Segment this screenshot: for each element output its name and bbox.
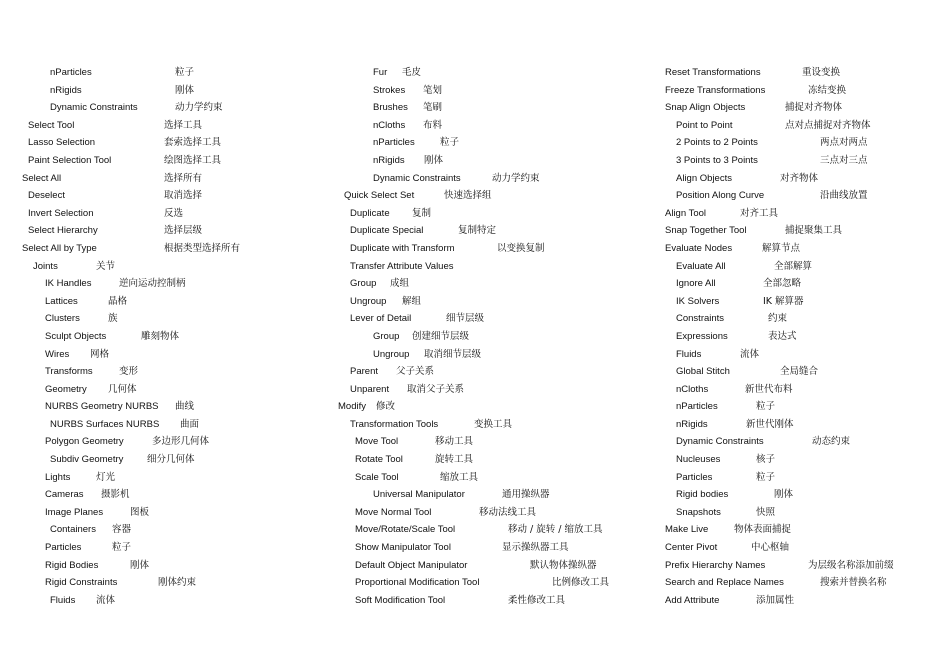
entry-chinese-term: 复制	[412, 207, 432, 219]
glossary-entry	[320, 592, 650, 610]
entry-english-term: Particles	[45, 542, 82, 554]
entry-english-term: nCloths	[676, 383, 709, 395]
entry-english-term: Scale Tool	[355, 471, 399, 483]
glossary-entry	[320, 99, 650, 117]
entry-english-term: Fluids	[50, 594, 76, 606]
entry-chinese-term: 成组	[390, 278, 410, 290]
glossary-entry	[650, 134, 950, 152]
entry-english-term: Ignore All	[676, 278, 716, 290]
glossary-entry	[320, 539, 650, 557]
entry-chinese-term: 灯光	[96, 471, 116, 483]
entry-english-term: Ungroup	[373, 348, 410, 360]
entry-english-term: Strokes	[373, 84, 406, 96]
entry-english-term: NURBS Surfaces NURBS	[50, 418, 160, 430]
entry-chinese-term: 关节	[96, 260, 116, 272]
glossary-entry	[650, 117, 950, 135]
entry-english-term: Show Manipulator Tool	[355, 542, 451, 554]
entry-english-term: Clusters	[45, 313, 80, 325]
entry-english-term: Evaluate All	[676, 260, 726, 272]
glossary-entry	[0, 117, 320, 135]
glossary-entry	[0, 469, 320, 487]
glossary-entry	[320, 82, 650, 100]
entry-chinese-term: 修改	[376, 401, 396, 413]
entry-chinese-term: 复制特定	[458, 225, 497, 237]
entry-english-term: 3 Points to 3 Points	[676, 154, 758, 166]
entry-english-term: Rigid Constraints	[45, 577, 118, 589]
entry-english-term: Paint Selection Tool	[28, 154, 112, 166]
entry-chinese-term: 全局缝合	[780, 366, 819, 378]
glossary-entry	[0, 592, 320, 610]
entry-chinese-term: 选择所有	[164, 172, 203, 184]
entry-english-term: Dynamic Constraints	[50, 102, 138, 114]
entry-chinese-term: 绘图选择工具	[164, 154, 222, 166]
entry-english-term: Brushes	[373, 102, 408, 114]
entry-chinese-term: IK 解算器	[763, 295, 804, 307]
glossary-entry	[320, 205, 650, 223]
entry-english-term: nRigids	[676, 418, 708, 430]
entry-chinese-term: 晶格	[108, 295, 128, 307]
entry-chinese-term: 通用操纵器	[502, 489, 550, 501]
entry-chinese-term: 容器	[112, 524, 132, 536]
entry-chinese-term: 沿曲线放置	[820, 190, 868, 202]
entry-chinese-term: 解组	[402, 295, 422, 307]
glossary-entry	[650, 258, 950, 276]
entry-chinese-term: 反选	[164, 207, 184, 219]
glossary-entry	[320, 486, 650, 504]
entry-english-term: Prefix Hierarchy Names	[665, 559, 766, 571]
entry-chinese-term: 刚体	[130, 559, 150, 571]
entry-english-term: Lights	[45, 471, 71, 483]
menu-glossary-column-3	[650, 64, 950, 609]
glossary-entry	[650, 398, 950, 416]
glossary-entry	[650, 152, 950, 170]
glossary-entry	[0, 486, 320, 504]
entry-chinese-term: 多边形几何体	[152, 436, 210, 448]
entry-english-term: Point to Point	[676, 119, 733, 131]
entry-chinese-term: 添加属性	[756, 594, 795, 606]
entry-english-term: Freeze Transformations	[665, 84, 766, 96]
glossary-entry	[320, 258, 650, 276]
glossary-entry	[320, 240, 650, 258]
entry-english-term: Snap Together Tool	[665, 225, 747, 237]
glossary-entry	[650, 557, 950, 575]
entry-english-term: Select All by Type	[22, 242, 97, 254]
entry-chinese-term: 根据类型选择所有	[164, 242, 241, 254]
entry-chinese-term: 毛皮	[402, 67, 422, 78]
entry-english-term: Position Along Curve	[676, 190, 765, 202]
entry-chinese-term: 旋转工具	[435, 454, 474, 466]
glossary-entry	[0, 381, 320, 399]
entry-english-term: Geometry	[45, 383, 87, 395]
glossary-entry	[0, 205, 320, 223]
glossary-entry	[320, 416, 650, 434]
glossary-entry	[320, 117, 650, 135]
entry-chinese-term: 中心枢轴	[751, 542, 790, 554]
glossary-entry	[650, 64, 950, 82]
glossary-entry	[650, 82, 950, 100]
glossary-entry	[320, 381, 650, 399]
entry-english-term: Image Planes	[45, 506, 104, 518]
entry-chinese-term: 约束	[768, 313, 788, 325]
entry-chinese-term: 动态约束	[812, 436, 851, 448]
glossary-entry	[650, 416, 950, 434]
entry-chinese-term: 粒子	[756, 401, 776, 413]
entry-chinese-term: 重设变换	[802, 67, 841, 78]
glossary-entry	[650, 521, 950, 539]
entry-chinese-term: 图板	[130, 506, 150, 518]
entry-chinese-term: 摄影机	[101, 489, 130, 501]
entry-chinese-term: 细节层级	[446, 313, 485, 325]
glossary-entry	[320, 398, 650, 416]
glossary-entry	[650, 504, 950, 522]
entry-english-term: Default Object Manipulator	[355, 559, 468, 571]
entry-chinese-term: 刚体	[774, 489, 794, 501]
entry-english-term: Select Hierarchy	[28, 225, 98, 237]
glossary-entry	[0, 152, 320, 170]
glossary-entry	[0, 187, 320, 205]
entry-chinese-term: 新世代布料	[745, 383, 793, 395]
entry-chinese-term: 粒子	[112, 542, 132, 554]
glossary-entry	[0, 64, 320, 82]
entry-english-term: Center Pivot	[665, 542, 718, 554]
entry-chinese-term: 柔性修改工具	[508, 594, 566, 606]
entry-chinese-term: 粒子	[440, 137, 460, 149]
entry-english-term: nCloths	[373, 119, 406, 131]
entry-english-term: Soft Modification Tool	[355, 594, 446, 606]
entry-english-term: nRigids	[373, 154, 405, 166]
entry-english-term: IK Solvers	[676, 295, 720, 307]
glossary-entry	[650, 469, 950, 487]
entry-chinese-term: 细分几何体	[147, 454, 195, 466]
glossary-entry	[650, 328, 950, 346]
entry-english-term: Group	[350, 278, 377, 290]
entry-chinese-term: 变形	[119, 366, 139, 378]
glossary-entry	[650, 187, 950, 205]
glossary-entry	[320, 451, 650, 469]
entry-english-term: Evaluate Nodes	[665, 242, 733, 254]
entry-chinese-term: 冻结变换	[808, 84, 847, 96]
entry-english-term: Unparent	[350, 383, 390, 395]
entry-english-term: Containers	[50, 524, 96, 536]
glossary-entry	[320, 64, 650, 82]
entry-english-term: Duplicate Special	[350, 225, 424, 237]
entry-chinese-term: 全部忽略	[763, 278, 802, 290]
glossary-entry	[0, 521, 320, 539]
entry-english-term: nRigids	[50, 84, 82, 96]
entry-english-term: Ungroup	[350, 295, 387, 307]
entry-english-term: IK Handles	[45, 278, 92, 290]
entry-chinese-term: 雕刻物体	[141, 330, 180, 342]
entry-english-term: Subdiv Geometry	[50, 454, 124, 466]
entry-chinese-term: 刚体约束	[158, 577, 197, 589]
glossary-entry	[320, 275, 650, 293]
entry-chinese-term: 取消细节层级	[424, 348, 482, 360]
entry-english-term: Rotate Tool	[355, 454, 403, 466]
entry-english-term: Search and Replace Names	[665, 577, 784, 589]
glossary-entry	[650, 310, 950, 328]
glossary-entry	[320, 574, 650, 592]
entry-chinese-term: 创建细节层级	[412, 330, 470, 342]
entry-chinese-term: 对齐工具	[740, 207, 779, 219]
entry-chinese-term: 逆向运动控制柄	[119, 278, 186, 290]
glossary-entry	[320, 363, 650, 381]
entry-english-term: Proportional Modification Tool	[355, 577, 480, 589]
entry-english-term: Move Tool	[355, 436, 399, 448]
entry-english-term: Duplicate with Transform	[350, 242, 455, 254]
entry-english-term: 2 Points to 2 Points	[676, 137, 758, 149]
entry-english-term: Rigid bodies	[676, 489, 729, 501]
entry-chinese-term: 以变换复制	[497, 242, 545, 254]
glossary-entry	[650, 433, 950, 451]
entry-chinese-term: 变换工具	[474, 418, 513, 430]
glossary-entry	[650, 170, 950, 188]
entry-english-term: Wires	[45, 348, 70, 360]
glossary-entry	[650, 574, 950, 592]
entry-english-term: Particles	[676, 471, 713, 483]
entry-chinese-term: 移动 / 旋转 / 缩放工具	[508, 524, 603, 536]
glossary-entry	[650, 293, 950, 311]
entry-english-term: Transformation Tools	[350, 418, 439, 430]
entry-english-term: Expressions	[676, 330, 728, 342]
entry-chinese-term: 曲线	[175, 401, 195, 413]
entry-english-term: Fluids	[676, 348, 702, 360]
entry-chinese-term: 父子关系	[396, 366, 435, 378]
entry-chinese-term: 选择工具	[164, 119, 203, 131]
entry-english-term: Nucleuses	[676, 454, 721, 466]
entry-chinese-term: 比例修改工具	[552, 577, 610, 589]
entry-english-term: Make Live	[665, 524, 709, 536]
glossary-entry	[0, 398, 320, 416]
glossary-entry	[320, 433, 650, 451]
glossary-entry	[320, 310, 650, 328]
glossary-entry	[0, 451, 320, 469]
entry-english-term: Rigid Bodies	[45, 559, 99, 571]
glossary-entry	[320, 504, 650, 522]
entry-chinese-term: 动力学约束	[492, 172, 540, 184]
entry-chinese-term: 刚体	[175, 84, 195, 96]
entry-chinese-term: 解算节点	[762, 242, 801, 254]
glossary-entry	[0, 539, 320, 557]
glossary-entry	[0, 328, 320, 346]
glossary-entry	[650, 592, 950, 610]
glossary-entry	[320, 346, 650, 364]
glossary-entry	[650, 222, 950, 240]
glossary-entry	[650, 363, 950, 381]
entry-chinese-term: 笔划	[423, 84, 443, 96]
glossary-entry	[650, 275, 950, 293]
glossary-entry	[0, 222, 320, 240]
glossary-entry	[650, 539, 950, 557]
entry-chinese-term: 取消选择	[164, 190, 203, 202]
entry-english-term: Dynamic Constraints	[676, 436, 764, 448]
entry-chinese-term: 显示操纵器工具	[502, 542, 569, 554]
entry-english-term: nParticles	[373, 137, 415, 149]
glossary-entry	[0, 557, 320, 575]
entry-chinese-term: 取消父子关系	[407, 383, 465, 395]
glossary-entry	[650, 381, 950, 399]
entry-chinese-term: 物体表面捕捉	[734, 524, 792, 536]
entry-chinese-term: 粒子	[756, 471, 776, 483]
glossary-entry	[0, 258, 320, 276]
entry-english-term: nParticles	[676, 401, 718, 413]
entry-chinese-term: 搜索并替换名称	[820, 577, 887, 589]
entry-chinese-term: 粒子	[175, 67, 195, 78]
glossary-entry	[650, 486, 950, 504]
glossary-entry	[650, 205, 950, 223]
entry-english-term: Quick Select Set	[344, 190, 415, 202]
menu-glossary-column-1	[0, 64, 320, 609]
glossary-entry	[0, 574, 320, 592]
entry-english-term: Add Attribute	[665, 594, 720, 606]
entry-chinese-term: 两点对两点	[820, 137, 868, 149]
glossary-entry	[0, 310, 320, 328]
glossary-entry	[320, 222, 650, 240]
glossary-entry	[0, 134, 320, 152]
entry-english-term: Snapshots	[676, 506, 721, 518]
entry-english-term: Group	[373, 330, 400, 342]
entry-chinese-term: 缩放工具	[440, 471, 479, 483]
glossary-entry	[320, 170, 650, 188]
entry-chinese-term: 对齐物体	[780, 172, 819, 184]
glossary-entry	[650, 346, 950, 364]
entry-chinese-term: 流体	[96, 594, 116, 606]
glossary-entry	[0, 293, 320, 311]
entry-chinese-term: 布料	[423, 119, 443, 131]
entry-chinese-term: 表达式	[768, 330, 797, 342]
entry-english-term: Transforms	[45, 366, 93, 378]
entry-chinese-term: 套索选择工具	[164, 137, 222, 149]
entry-chinese-term: 核子	[756, 454, 776, 466]
entry-english-term: Parent	[350, 366, 378, 378]
entry-english-term: Lever of Detail	[350, 313, 412, 325]
glossary-entry	[650, 451, 950, 469]
entry-english-term: Align Objects	[676, 172, 732, 184]
glossary-entry	[0, 240, 320, 258]
glossary-entry	[320, 469, 650, 487]
glossary-entry	[320, 521, 650, 539]
entry-english-term: NURBS Geometry NURBS	[45, 401, 159, 413]
entry-chinese-term: 动力学约束	[175, 102, 223, 114]
entry-english-term: Select Tool	[28, 119, 75, 131]
entry-chinese-term: 族	[108, 313, 118, 325]
glossary-entry	[0, 363, 320, 381]
entry-english-term: Select All	[22, 172, 62, 184]
entry-english-term: Universal Manipulator	[373, 489, 465, 501]
glossary-entry	[320, 152, 650, 170]
entry-english-term: Move/Rotate/Scale Tool	[355, 524, 456, 536]
entry-english-term: Duplicate	[350, 207, 390, 219]
glossary-entry	[0, 504, 320, 522]
glossary-entry	[320, 293, 650, 311]
entry-english-term: nParticles	[50, 67, 92, 78]
glossary-entry	[650, 99, 950, 117]
entry-chinese-term: 捕捉对齐物体	[785, 102, 843, 114]
entry-english-term: Fur	[373, 67, 388, 78]
glossary-entry	[0, 99, 320, 117]
entry-english-term: Constraints	[676, 313, 725, 325]
entry-english-term: Align Tool	[665, 207, 707, 219]
glossary-entry	[650, 240, 950, 258]
entry-english-term: Sculpt Objects	[45, 330, 107, 342]
entry-chinese-term: 几何体	[108, 383, 137, 395]
glossary-entry	[320, 557, 650, 575]
entry-chinese-term: 新世代刚体	[746, 418, 794, 430]
entry-chinese-term: 笔刷	[423, 102, 443, 114]
entry-chinese-term: 刚体	[424, 154, 444, 166]
entry-english-term: Global Stitch	[676, 366, 730, 378]
menu-glossary-column-2	[320, 64, 650, 609]
entry-english-term: Reset Transformations	[665, 67, 761, 78]
glossary-entry	[0, 82, 320, 100]
entry-chinese-term: 选择层级	[164, 225, 203, 237]
entry-english-term: Cameras	[45, 489, 84, 501]
glossary-entry	[0, 416, 320, 434]
glossary-entry	[320, 134, 650, 152]
entry-english-term: Move Normal Tool	[355, 506, 432, 518]
entry-chinese-term: 流体	[740, 348, 760, 360]
glossary-entry	[320, 187, 650, 205]
entry-chinese-term: 移动工具	[435, 436, 474, 448]
entry-english-term: Dynamic Constraints	[373, 172, 461, 184]
entry-chinese-term: 快速选择组	[444, 190, 492, 202]
entry-english-term: Deselect	[28, 190, 65, 202]
entry-chinese-term: 快照	[756, 506, 776, 518]
entry-english-term: Snap Align Objects	[665, 102, 746, 114]
entry-english-term: Lattices	[45, 295, 78, 307]
entry-english-term: Lasso Selection	[28, 137, 96, 149]
entry-chinese-term: 捕捉聚集工具	[785, 225, 843, 237]
entry-english-term: Joints	[33, 260, 58, 272]
glossary-entry	[0, 170, 320, 188]
entry-english-term: Modify	[338, 401, 366, 413]
glossary-entry	[320, 328, 650, 346]
entry-chinese-term: 网格	[90, 348, 110, 360]
glossary-entry	[0, 433, 320, 451]
entry-english-term: Transfer Attribute Values	[350, 260, 454, 272]
entry-chinese-term: 默认物体操纵器	[530, 559, 597, 571]
entry-chinese-term: 曲面	[180, 418, 200, 430]
entry-chinese-term: 三点对三点	[820, 154, 868, 166]
glossary-entry	[0, 275, 320, 293]
entry-chinese-term: 为层级名称添加前缀	[808, 559, 894, 571]
entry-english-term: Invert Selection	[28, 207, 94, 219]
glossary-entry	[0, 346, 320, 364]
entry-english-term: Polygon Geometry	[45, 436, 124, 448]
entry-chinese-term: 全部解算	[774, 260, 813, 272]
entry-chinese-term: 点对点捕捉对齐物体	[785, 119, 871, 131]
entry-chinese-term: 移动法线工具	[479, 506, 537, 518]
